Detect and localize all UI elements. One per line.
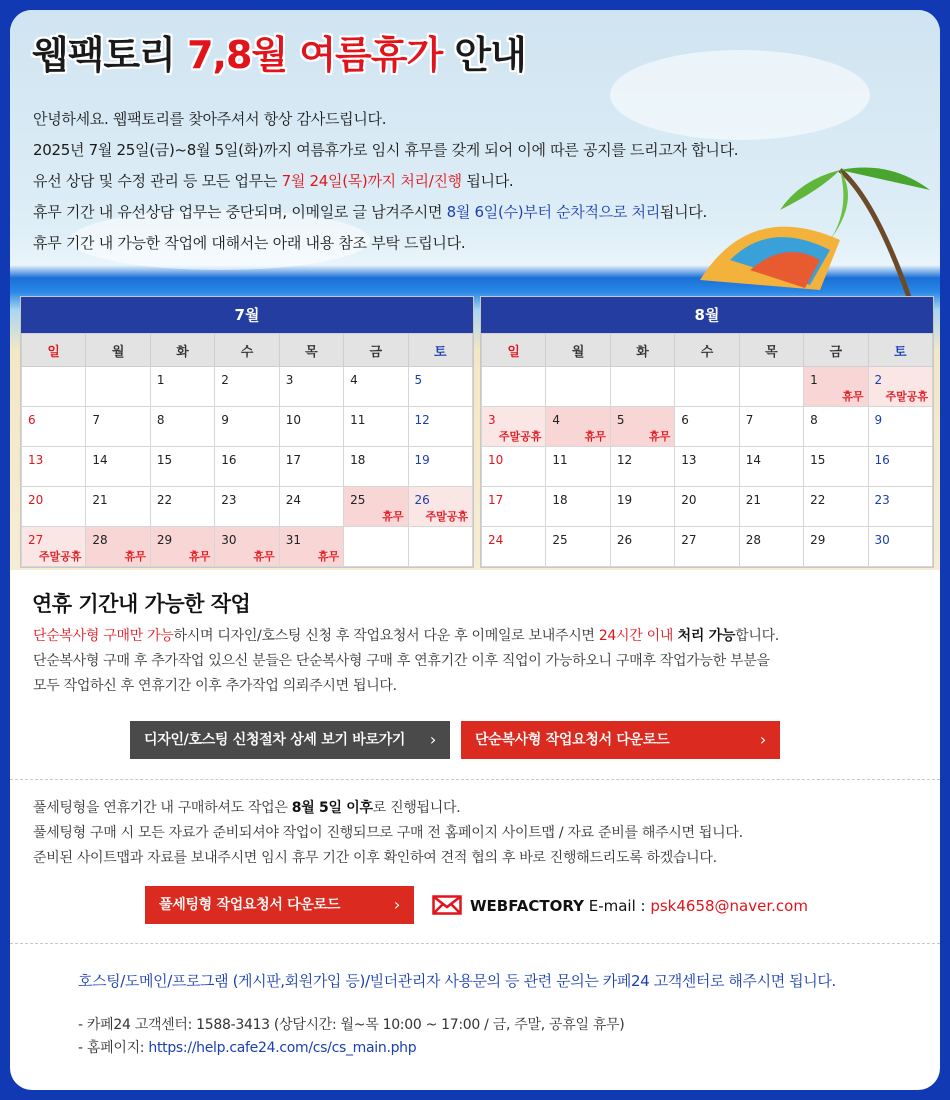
- calendar-day: [344, 407, 408, 447]
- envelope-icon: [432, 895, 462, 915]
- calendar-day: [279, 487, 343, 527]
- day-number: 15: [156, 453, 173, 467]
- calendar-day: [279, 447, 343, 487]
- day-number: 20: [28, 493, 44, 507]
- day-number: 12: [414, 413, 430, 427]
- day-number: 17: [285, 453, 301, 467]
- day-number: 5: [414, 373, 423, 387]
- holiday-label: 주말공휴: [425, 510, 468, 523]
- calendar-grid: [21, 333, 473, 567]
- day-number: 2: [221, 373, 229, 387]
- intro-line: 휴무 기간 내 가능한 작업에 대해서는 아래 내용 참조 부탁 드립니다.: [33, 234, 466, 252]
- holiday-label: 휴무: [584, 430, 606, 443]
- page-title: 웹팩토리 7,8월 여름휴가 안내: [32, 33, 526, 77]
- day-number: 1: [810, 373, 818, 387]
- calendar-day: [868, 367, 932, 407]
- chevron-right-icon: ›: [429, 730, 436, 749]
- calendar-day: [408, 487, 472, 527]
- day-number: 29: [810, 533, 826, 547]
- weekday-header: 화: [610, 334, 674, 367]
- calendar-day: [22, 447, 86, 487]
- day-number: 9: [874, 413, 883, 427]
- calendar-day: [675, 527, 739, 567]
- day-number: 13: [681, 453, 697, 467]
- calendar-day: [804, 367, 868, 407]
- calendar-day: [150, 447, 214, 487]
- day-number: 28: [92, 533, 108, 547]
- day-number: 11: [552, 453, 568, 467]
- day-number: 4: [350, 373, 358, 387]
- calendar-day: [868, 527, 932, 567]
- holiday-label: 휴무: [189, 550, 211, 563]
- calendar-day: [675, 407, 739, 447]
- holiday-label: 휴무: [649, 430, 671, 443]
- calendar-day: [739, 487, 803, 527]
- cafe24-contact-info: [78, 1014, 624, 1060]
- calendar-day: [344, 487, 408, 527]
- calendar-day: [482, 527, 546, 567]
- brand-name: WEBFACTORY: [470, 897, 584, 915]
- day-number: 15: [810, 453, 826, 467]
- simple-request-download-button[interactable]: 단순복사형 작업요청서 다운로드 ›: [461, 721, 780, 759]
- weekday-header: 목: [739, 334, 803, 367]
- body-line: 풀세팅형을 연휴기간 내 구매하셔도 작업은 8월 5일 이후로 진행됩니다.: [33, 800, 461, 816]
- calendar-july: [20, 296, 474, 568]
- notice-frame: [10, 10, 940, 1090]
- calendar-day: [215, 447, 279, 487]
- day-number: 22: [156, 493, 173, 507]
- holiday-label: 휴무: [124, 550, 146, 563]
- day-number: 12: [616, 453, 633, 467]
- calendar-day: [86, 487, 150, 527]
- cafe24-notice: 호스팅/도메인/프로그램 (게시판,회원가입 등)/빌더관리자 사용문의 등 관련 문의는 카페24 고객센터로 해주시면 됩니다.: [78, 972, 836, 990]
- calendar-day: [546, 447, 610, 487]
- calendar-day: [150, 367, 214, 407]
- intro-line: 2025년 7월 25일(금)~8월 5일(화)까지 여름휴가로 임시 휴무를 갖게 되어 이에 따른 공지를 드리고자 합니다.: [33, 141, 739, 159]
- weekday-header: 일: [482, 334, 546, 367]
- calendar-day: [86, 447, 150, 487]
- day-number: 29: [156, 533, 173, 547]
- calendar-empty-cell: [408, 527, 472, 567]
- full-setting-text: [33, 796, 743, 871]
- design-hosting-guide-button[interactable]: 디자인/호스팅 신청절차 상세 보기 바로가기 ›: [130, 721, 450, 759]
- day-number: 7: [92, 413, 101, 427]
- day-number: 4: [552, 413, 561, 427]
- holiday-label: 휴무: [842, 390, 864, 403]
- weekday-header: 일: [22, 334, 86, 367]
- day-number: 18: [552, 493, 568, 507]
- calendar-day: [804, 407, 868, 447]
- weekday-header: 금: [804, 334, 868, 367]
- day-number: 23: [221, 493, 237, 507]
- day-number: 26: [616, 533, 633, 547]
- day-number: 28: [745, 533, 761, 547]
- calendar-day: [546, 407, 610, 447]
- calendar-day: [546, 527, 610, 567]
- calendar-day: [86, 527, 150, 567]
- calendar-day: [86, 407, 150, 447]
- day-number: 18: [350, 453, 366, 467]
- calendar-day: [482, 487, 546, 527]
- chevron-right-icon: ›: [759, 730, 766, 749]
- day-number: 16: [221, 453, 237, 467]
- day-number: 11: [350, 413, 366, 427]
- calendar-day: [22, 527, 86, 567]
- day-number: 6: [681, 413, 689, 427]
- calendar-empty-cell: [86, 367, 150, 407]
- calendar-day: [408, 447, 472, 487]
- holiday-label: 주말공휴: [885, 390, 928, 403]
- chevron-right-icon: ›: [393, 895, 400, 914]
- calendar-day: [675, 487, 739, 527]
- calendar-empty-cell: [739, 367, 803, 407]
- calendar-day: [610, 407, 674, 447]
- body-line: 풀세팅형 구매 시 모든 자료가 준비되셔야 작업이 진행되므로 구매 전 홈페이지 사이트맵 / 자료 준비를 해주시면 됩니다.: [33, 825, 743, 841]
- day-number: 8: [156, 413, 165, 427]
- divider: [10, 943, 940, 944]
- day-number: 21: [745, 493, 761, 507]
- weekday-header: 목: [279, 334, 343, 367]
- calendar-day: [408, 407, 472, 447]
- calendar-day: [804, 527, 868, 567]
- homepage-line: - 홈페이지: https://help.cafe24.com/cs/cs_main.php: [78, 1040, 417, 1056]
- calendar-day: [150, 487, 214, 527]
- calendar-day: [739, 527, 803, 567]
- calendar-day: [739, 447, 803, 487]
- weekday-header: 토: [868, 334, 932, 367]
- weekday-header: 토: [408, 334, 472, 367]
- day-number: 31: [285, 533, 301, 547]
- body-line: 단순복사형 구매 후 추가작업 있으신 분들은 단순복사형 구매 후 연휴기간 이후 직업이 가능하오니 구매후 작업가능한 부분을: [33, 653, 770, 669]
- day-number: 14: [745, 453, 761, 467]
- day-number: 22: [810, 493, 826, 507]
- intro-text: [33, 104, 738, 259]
- calendar-empty-cell: [482, 367, 546, 407]
- day-number: 30: [874, 533, 890, 547]
- calendar-day: [408, 367, 472, 407]
- calendar-day: [279, 407, 343, 447]
- day-number: 25: [350, 493, 366, 507]
- divider: [10, 779, 940, 780]
- day-number: 8: [810, 413, 818, 427]
- day-number: 27: [681, 533, 697, 547]
- weekday-header: 월: [86, 334, 150, 367]
- calendar-day: [868, 407, 932, 447]
- day-number: 23: [874, 493, 890, 507]
- day-number: 19: [414, 453, 430, 467]
- email-address[interactable]: psk4658@naver.com: [650, 897, 808, 915]
- calendar-grid: [481, 333, 933, 567]
- day-number: 3: [488, 413, 496, 427]
- calendar-day: [215, 407, 279, 447]
- calendar-empty-cell: [344, 527, 408, 567]
- holiday-label: 휴무: [317, 550, 340, 563]
- homepage-link[interactable]: https://help.cafe24.com/cs/cs_main.php: [148, 1040, 417, 1056]
- intro-line: 유선 상담 및 수정 관리 등 모든 업무는 7월 24일(목)까지 처리/진행 됩니다.: [33, 172, 514, 190]
- holiday-label: 주말공휴: [38, 550, 82, 563]
- weekday-header: 수: [215, 334, 279, 367]
- body-line: 단순복사형 구매만 가능하시며 디자인/호스팅 신청 후 작업요청서 다운 후 이메일로 보내주시면 24시간 이내 처리 가능합니다.: [33, 628, 779, 644]
- weekday-header: 화: [150, 334, 214, 367]
- calendar-month-title: 7월: [21, 297, 473, 333]
- calendar-day: [150, 527, 214, 567]
- calendar-day: [610, 447, 674, 487]
- day-number: 19: [616, 493, 633, 507]
- day-number: 9: [221, 413, 229, 427]
- customer-center-line: - 카페24 고객센터: 1588-3413 (상담시간: 월~목 10:00 ~ 17:00 / 금, 주말, 공휴일 휴무): [78, 1017, 625, 1033]
- calendar-day: [279, 367, 343, 407]
- calendar-day: [279, 527, 343, 567]
- calendar-day: [546, 487, 610, 527]
- calendar-day: [868, 447, 932, 487]
- body-line: 준비된 사이트맵과 자료를 보내주시면 임시 휴무 기간 이후 확인하여 견적 협의 후 바로 진행해드리도록 하겠습니다.: [33, 850, 717, 866]
- day-number: 26: [414, 493, 430, 507]
- day-number: 24: [285, 493, 301, 507]
- day-number: 16: [874, 453, 890, 467]
- day-number: 13: [28, 453, 44, 467]
- calendar-day: [868, 487, 932, 527]
- calendar-empty-cell: [546, 367, 610, 407]
- full-request-download-button[interactable]: 풀세팅형 작업요청서 다운로드 ›: [145, 886, 414, 924]
- calendar-day: [739, 407, 803, 447]
- day-number: 2: [874, 373, 883, 387]
- calendar-month-title: 8월: [481, 297, 933, 333]
- calendar-day: [610, 487, 674, 527]
- weekday-header: 수: [675, 334, 739, 367]
- calendar-day: [344, 447, 408, 487]
- weekday-header: 금: [344, 334, 408, 367]
- calendar-empty-cell: [675, 367, 739, 407]
- day-number: 10: [285, 413, 301, 427]
- calendar-day: [804, 447, 868, 487]
- day-number: 20: [681, 493, 697, 507]
- calendar-day: [215, 367, 279, 407]
- body-line: 모두 작업하신 후 연휴기간 이후 추가작업 의뢰주시면 됩니다.: [33, 678, 397, 694]
- holiday-label: 휴무: [382, 510, 404, 523]
- holiday-label: 휴무: [253, 550, 275, 563]
- calendar-day: [482, 407, 546, 447]
- calendar-day: [610, 527, 674, 567]
- day-number: 17: [488, 493, 504, 507]
- weekday-header: 월: [546, 334, 610, 367]
- calendar-day: [675, 447, 739, 487]
- calendar-august: [480, 296, 934, 568]
- calendar-day: [22, 407, 86, 447]
- day-number: 30: [221, 533, 237, 547]
- available-work-text: [33, 624, 779, 699]
- intro-line: 안녕하세요. 웹팩토리를 찾아주셔서 항상 감사드립니다.: [33, 110, 387, 128]
- calendar-day: [22, 487, 86, 527]
- day-number: 3: [285, 373, 294, 387]
- calendar-day: [215, 487, 279, 527]
- day-number: 25: [552, 533, 568, 547]
- calendar-day: [482, 447, 546, 487]
- calendar-day: [150, 407, 214, 447]
- calendar-empty-cell: [22, 367, 86, 407]
- calendar-empty-cell: [610, 367, 674, 407]
- calendar-day: [344, 367, 408, 407]
- contact-email: WEBFACTORY E-mail : psk4658@naver.com: [432, 895, 808, 917]
- day-number: 27: [28, 533, 44, 547]
- day-number: 21: [92, 493, 108, 507]
- day-number: 1: [156, 373, 165, 387]
- day-number: 14: [92, 453, 108, 467]
- calendar-day: [804, 487, 868, 527]
- day-number: 24: [488, 533, 504, 547]
- day-number: 6: [28, 413, 36, 427]
- calendar-day: [215, 527, 279, 567]
- intro-line: 휴무 기간 내 유선상담 업무는 중단되며, 이메일로 글 남겨주시면 8월 6일(수)부터 순차적으로 처리됩니다.: [33, 203, 707, 221]
- day-number: 5: [616, 413, 625, 427]
- section-title: 연휴 기간내 가능한 작업: [32, 592, 251, 616]
- holiday-label: 주말공휴: [498, 430, 542, 443]
- day-number: 10: [488, 453, 504, 467]
- day-number: 7: [745, 413, 754, 427]
